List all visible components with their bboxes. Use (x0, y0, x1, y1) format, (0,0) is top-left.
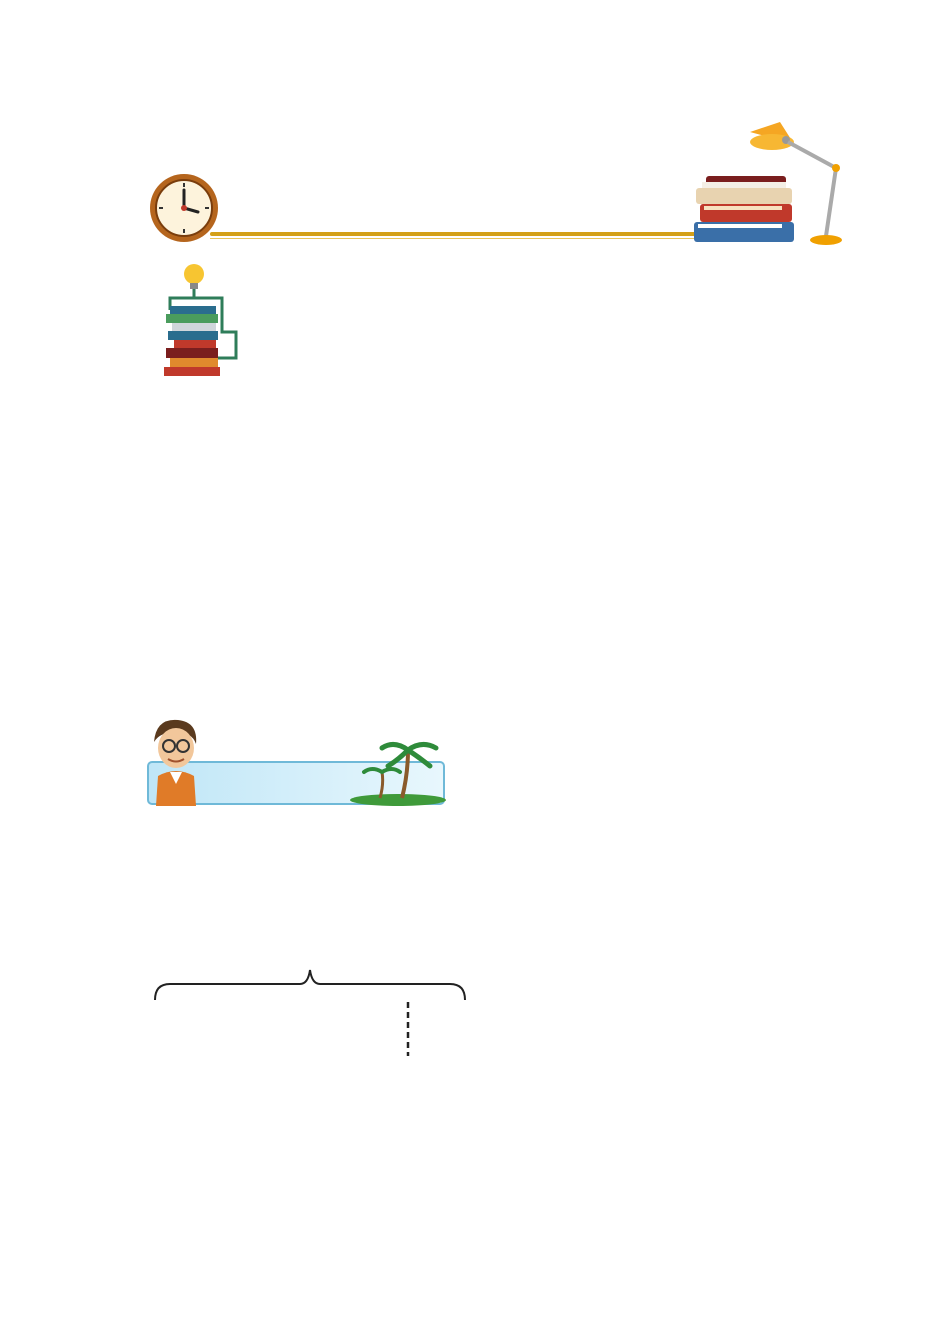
title-underline-thin (210, 238, 715, 239)
q2-figure (150, 938, 470, 1058)
title-underline (210, 232, 715, 236)
books-lamp-icon (690, 118, 842, 248)
practice-banner (146, 714, 448, 808)
lightbulb-books-icon (160, 262, 240, 378)
teacher-icon (146, 714, 206, 806)
brace (155, 970, 465, 1000)
apples-figure (146, 1126, 436, 1202)
